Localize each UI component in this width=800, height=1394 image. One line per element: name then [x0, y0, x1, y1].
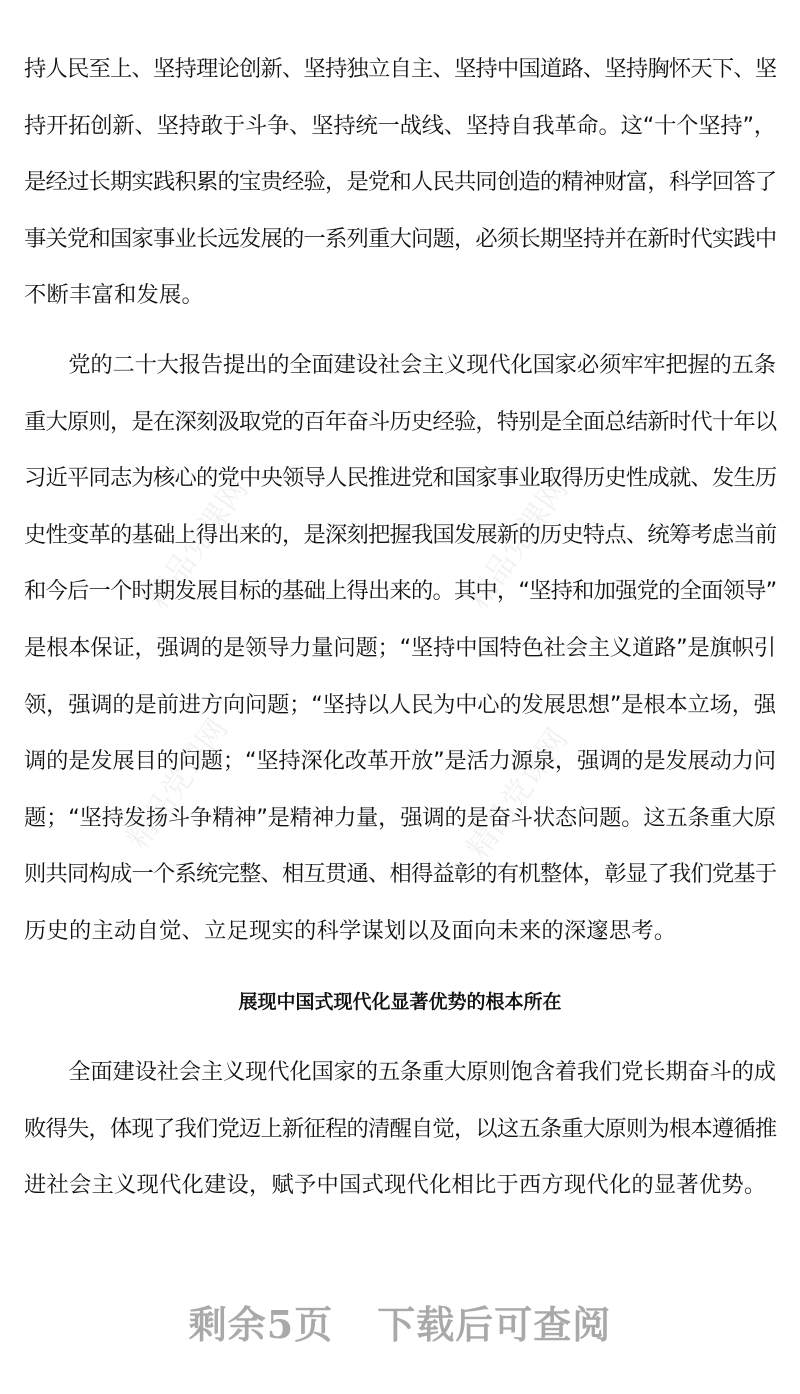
text-line: 全面建设社会主义现代化国家的五条重大原则饱含着我们党长期奋斗的成	[24, 1059, 776, 1085]
section-heading: 展现中国式现代化显著优势的根本所在	[238, 991, 562, 1013]
remaining-pages-label: 剩余5页	[188, 1302, 334, 1347]
text-line: 调的是发展目的问题；“坚持深化改革开放”是活力源泉，强调的是发展动力问	[24, 748, 776, 775]
text-line: 和今后一个时期发展目标的基础上得出来的。其中，“坚持和加强党的全面领导”	[24, 578, 777, 605]
watermark: 精品党课网	[140, 472, 256, 616]
text-line: 党的二十大报告提出的全面建设社会主义现代化国家必须牢牢把握的五条	[24, 352, 776, 378]
text-line: 重大原则，是在深刻汲取党的百年奋斗历史经验，特别是全面总结新时代十年以	[24, 408, 777, 435]
text-line: 进社会主义现代化建设，赋予中国式现代化相比于西方现代化的显著优势。	[24, 1172, 767, 1199]
download-to-view-label[interactable]: 下载后可查阅	[377, 1302, 612, 1347]
watermark: 精品党课网	[460, 722, 576, 866]
text-line: 事关党和国家事业长远发展的一系列重大问题，必须长期坚持并在新时代实践中	[24, 225, 777, 252]
text-line: 历史的主动自觉、立足现实的科学谋划以及面向未来的深邃思考。	[24, 918, 677, 944]
text-line: 领，强调的是前进方向问题；“坚持以人民为中心的发展思想”是根本立场，强	[24, 691, 776, 718]
watermark: 精品党课网	[460, 472, 576, 616]
watermark: 精品党课网	[120, 712, 236, 856]
text-line: 是根本保证，强调的是领导力量问题；“坚持中国特色社会主义道路”是旗帜引	[24, 635, 776, 661]
text-line: 持开拓创新、坚持敢于斗争、坚持统一战线、坚持自我革命。这“十个坚持”，	[24, 112, 776, 139]
text-line: 史性变革的基础上得出来的，是深刻把握我国发展新的历史特点、统筹考虑当前	[24, 521, 777, 548]
text-line: 持人民至上、坚持理论创新、坚持独立自主、坚持中国道路、坚持胸怀天下、坚	[24, 56, 777, 82]
text-line: 败得失，体现了我们党迈上新征程的清醒自觉，以这五条重大原则为根本遵循推	[24, 1115, 777, 1142]
text-line: 则共同构成一个系统完整、相互贯通、相得益彰的有机整体，彰显了我们党基于	[24, 861, 777, 888]
text-line: 习近平同志为核心的党中央领导人民推进党和国家事业取得历史性成就、发生历	[24, 465, 777, 492]
text-line: 题；“坚持发扬斗争精神”是精神力量，强调的是奋斗状态问题。这五条重大原	[24, 804, 776, 831]
text-line: 是经过长期实践积累的宝贵经验，是党和人民共同创造的精神财富，科学回答了	[24, 169, 777, 196]
text-line: 不断丰富和发展。	[24, 282, 204, 309]
download-banner[interactable]	[0, 1294, 800, 1349]
